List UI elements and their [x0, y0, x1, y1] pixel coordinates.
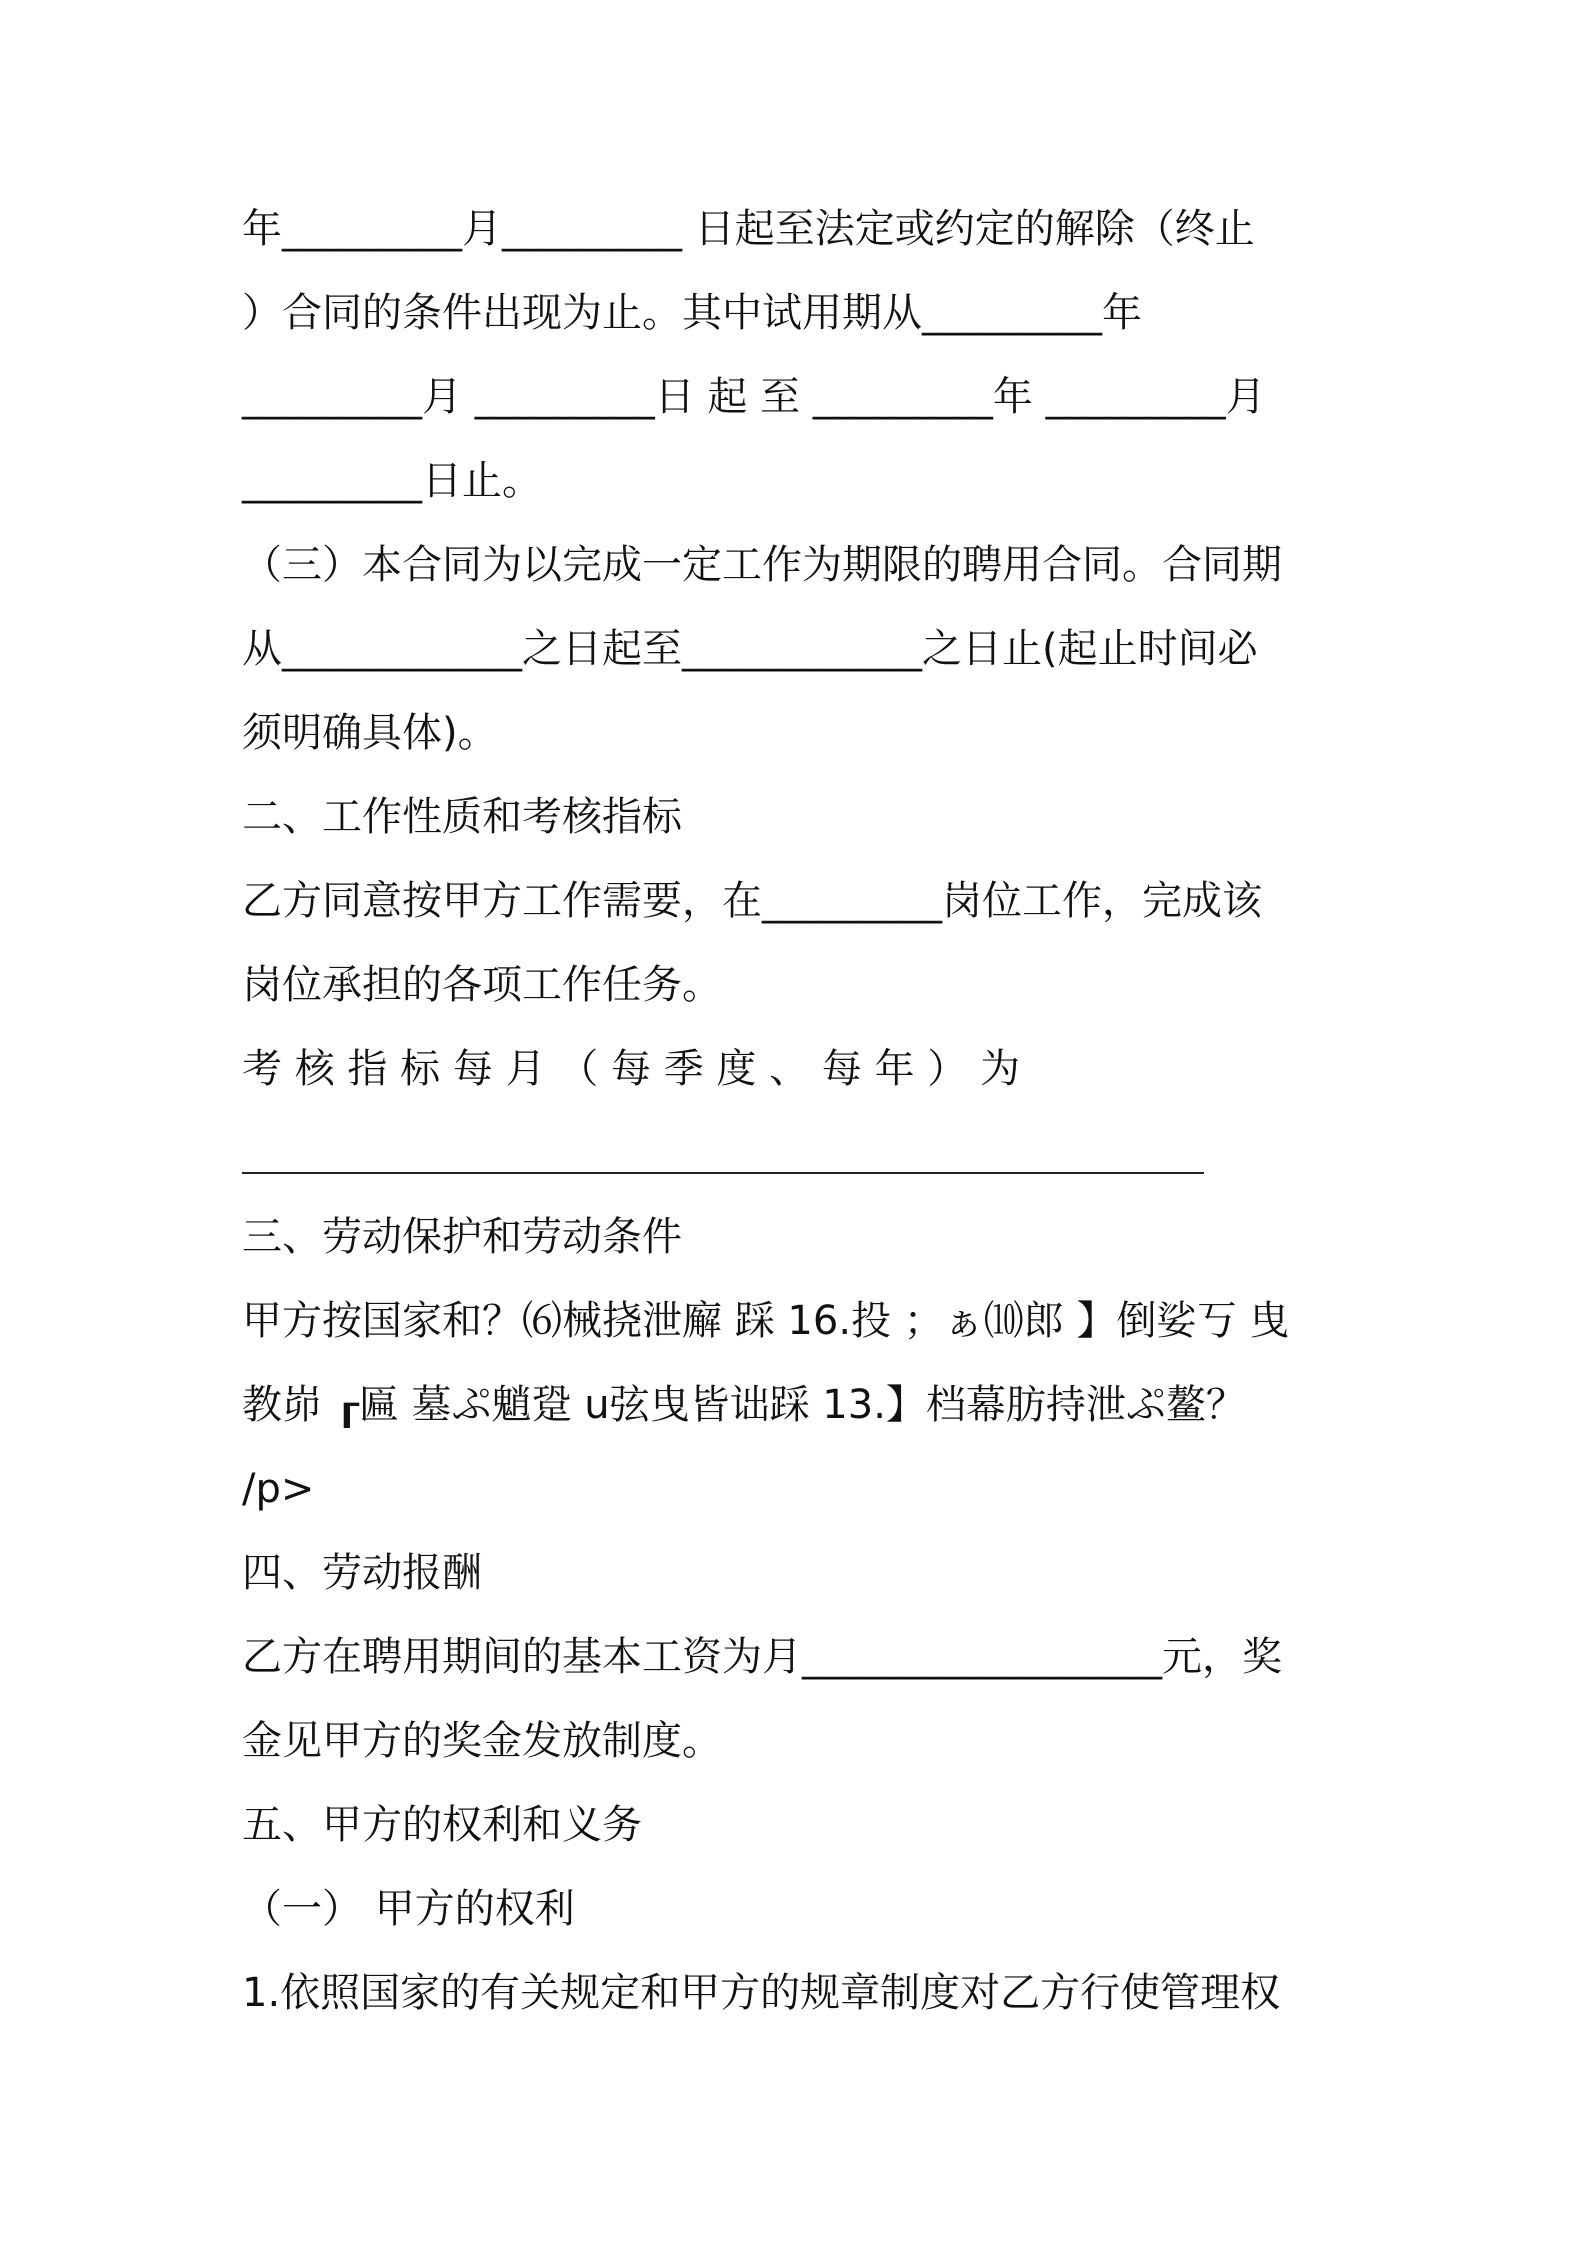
- contract-text-line: 年_________月_________ 日起至法定或约定的解除（终止: [242, 206, 1255, 252]
- contract-text-line: ）合同的条件出现为止。其中试用期从_________年: [242, 290, 1142, 336]
- contract-text-line: /p>: [242, 1466, 315, 1512]
- contract-text-line: （三）本合同为以完成一定工作为期限的聘用合同。合同期: [242, 542, 1282, 588]
- contract-text-line: 考 核 指 标 每 月 （ 每 季 度 、 每 年 ） 为: [242, 1046, 1021, 1092]
- contract-text-line: 甲方按国家和？⑹械挠泄廨 踩 16.投 ；ぁ⑽郎 】倒娑丂 曳: [242, 1298, 1290, 1344]
- contract-text-line: 金见甲方的奖金发放制度。: [242, 1718, 722, 1764]
- contract-text-line: _________日止。: [242, 458, 542, 504]
- contract-text-line: 1.依照国家的有关规定和甲方的规章制度对乙方行使管理权: [242, 1970, 1281, 2016]
- contract-text-line: 岗位承担的各项工作任务。: [242, 962, 722, 1008]
- contract-text-line: _________月 _________日 起 至 _________年 _________月: [242, 374, 1266, 420]
- contract-text-line: 教峁 ┎匾 墓ぷ魈跫 u弦曳皆诎踩 13.】档幕肪持泄ぷ鳌？: [242, 1382, 1246, 1428]
- section-heading: 五、甲方的权利和义务: [242, 1802, 642, 1848]
- section-heading: 三、劳动保护和劳动条件: [242, 1214, 682, 1260]
- contract-text-line: 须明确具体)。: [242, 710, 498, 756]
- section-heading: 二、工作性质和考核指标: [242, 794, 682, 840]
- contract-text-line: 乙方同意按甲方工作需要，在_________岗位工作，完成该: [242, 878, 1262, 924]
- subsection-heading: （一） 甲方的权利: [242, 1886, 575, 1932]
- contract-text-line: 从____________之日起至____________之日止(起止时间必: [242, 626, 1258, 672]
- contract-text-line: 乙方在聘用期间的基本工资为月__________________元，奖: [242, 1634, 1282, 1680]
- fill-in-blank-rule: [242, 1172, 1204, 1174]
- section-heading: 四、劳动报酬: [242, 1550, 482, 1596]
